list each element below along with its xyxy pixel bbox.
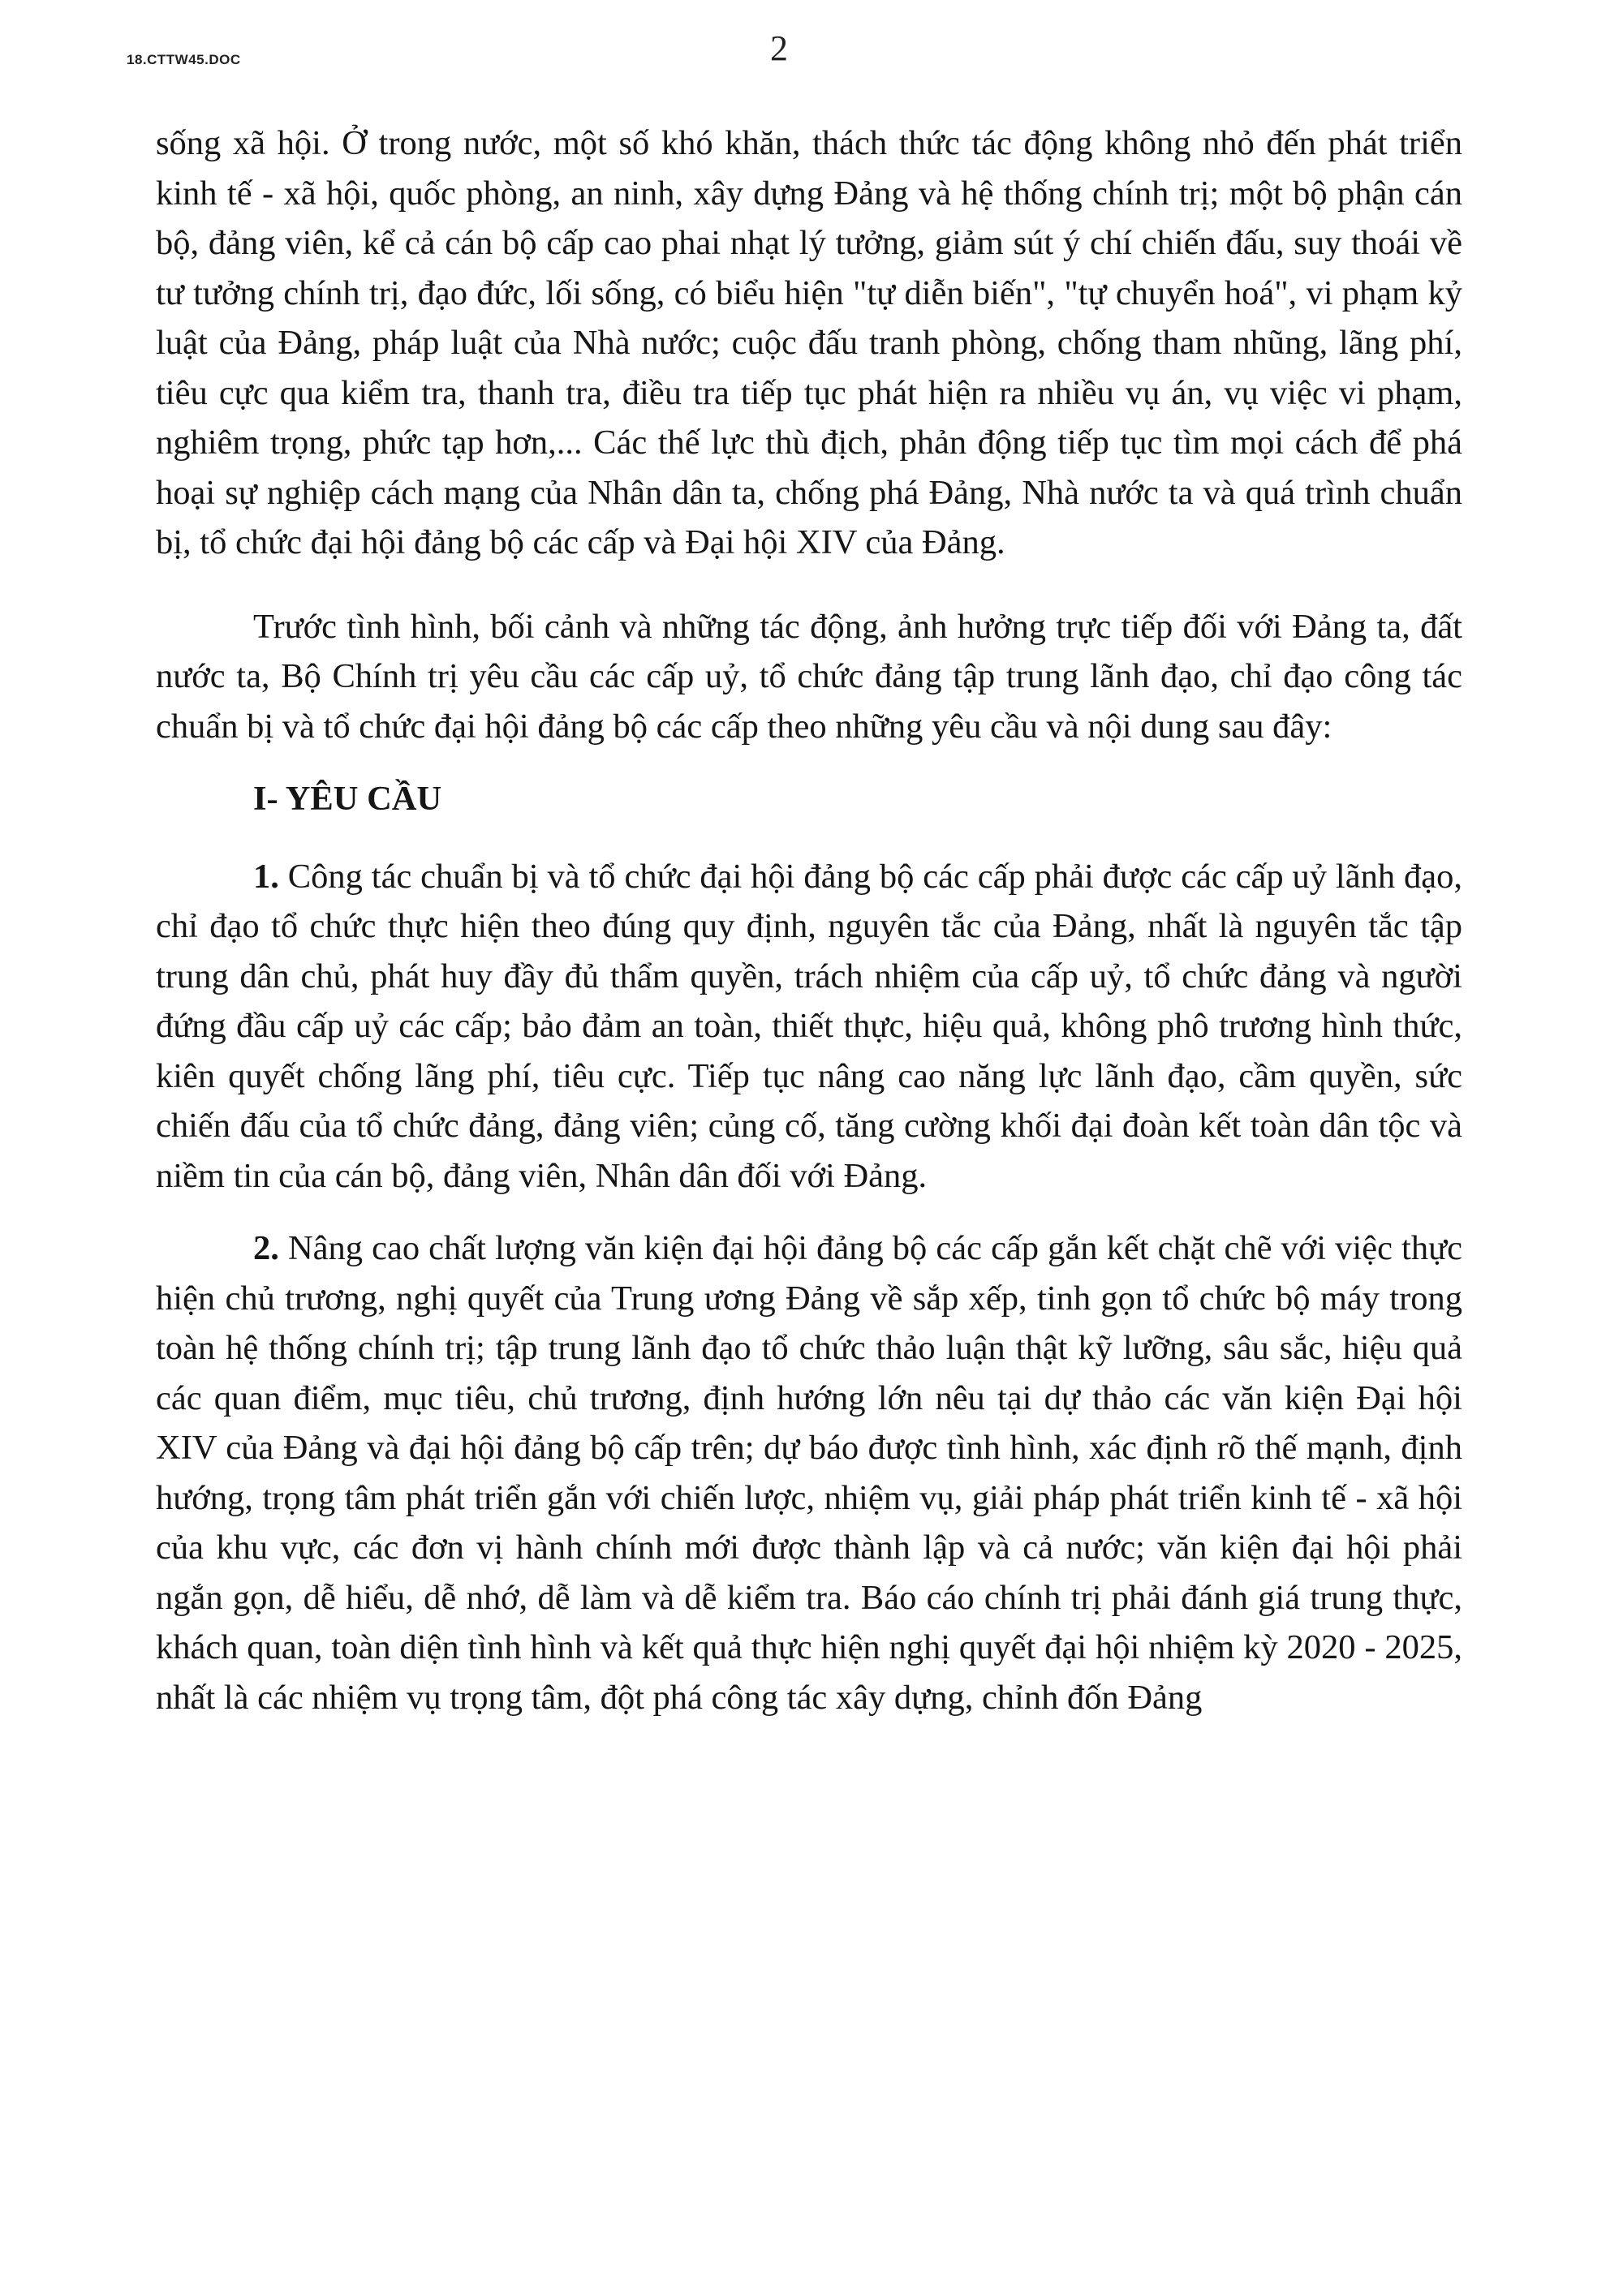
section-heading: I- YÊU CẦU bbox=[253, 780, 442, 818]
item-number: 2. bbox=[253, 1229, 279, 1267]
page-number: 2 bbox=[770, 28, 788, 68]
paragraph-context: sống xã hội. Ở trong nước, một số khó khăn, thách thức tác động không nhỏ đến phát triển kinh tế - xã hội, quốc phòng, an ninh, xây dựng Đảng và hệ thống chính trị; một bộ phận cán bộ, đảng viên, kể cả cán bộ cấp cao phai nhạt lý tưởng, giảm sút ý chí chiến đấu, suy thoái về tư tưởng chính trị, đạo đức, lối sống, có biểu hiện "tự diễn biến", "tự chuyển hoá", vi phạm kỷ luật của Đảng, pháp luật của Nhà nước; cuộc đấu tranh phòng, chống tham nhũng, lãng phí, tiêu cực qua kiểm tra, thanh tra, điều tra tiếp tục phát hiện ra nhiều vụ án, vụ việc vi phạm, nghiêm trọng, phức tạp hơn,... Các thế lực thù địch, phản động tiếp tục tìm mọi cách để phá hoại sự nghiệp cách mạng của Nhân dân ta, chống phá Đảng, Nhà nước ta và quá trình chuẩn bị, tổ chức đại hội đảng bộ các cấp và Đại hội XIV của Đảng. bbox=[156, 124, 1462, 561]
paragraph-intro: Trước tình hình, bối cảnh và những tác động, ảnh hưởng trực tiếp đối với Đảng ta, đất nước ta, Bộ Chính trị yêu cầu các cấp uỷ, tổ chức đảng tập trung lãnh đạo, chỉ đạo công tác chuẩn bị và tổ chức đại hội đảng bộ các cấp theo những yêu cầu và nội dung sau đây: bbox=[156, 607, 1462, 746]
document-code: 18.CTTW45.DOC bbox=[127, 52, 241, 67]
requirement-item-2 bbox=[156, 1223, 1462, 1722]
item-number: 1. bbox=[253, 857, 279, 896]
document-body bbox=[156, 118, 1462, 1745]
item-text: Nâng cao chất lượng văn kiện đại hội đảng bộ các cấp gắn kết chặt chẽ với việc thực hiện chủ trương, nghị quyết của Trung ương Đảng về sắp xếp, tinh gọn tổ chức bộ máy trong toàn hệ thống chính trị; tập trung lãnh đạo tổ chức thảo luận thật kỹ lưỡng, sâu sắc, hiệu quả các quan điểm, mục tiêu, chủ trương, định hướng lớn nêu tại dự thảo các văn kiện Đại hội XIV của Đảng và đại hội đảng bộ cấp trên; dự báo được tình hình, xác định rõ thế mạnh, định hướng, trọng tâm phát triển gắn với chiến lược, nhiệm vụ, giải pháp phát triển kinh tế - xã hội của khu vực, các đơn vị hành chính mới được thành lập và cả nước; văn kiện đại hội phải ngắn gọn, dễ hiểu, dễ nhớ, dễ làm và dễ kiểm tra. Báo cáo chính trị phải đánh giá trung thực, khách quan, toàn diện tình hình và kết quả thực hiện nghị quyết đại hội nhiệm kỳ 2020 - 2025, nhất là các nhiệm vụ trọng tâm, đột phá công tác xây dựng, chỉnh đốn Đảng bbox=[156, 1229, 1462, 1717]
item-text: Công tác chuẩn bị và tổ chức đại hội đảng bộ các cấp phải được các cấp uỷ lãnh đạo, chỉ đạo tổ chức thực hiện theo đúng quy định, nguyên tắc của Đảng, nhất là nguyên tắc tập trung dân chủ, phát huy đầy đủ thẩm quyền, trách nhiệm của cấp uỷ, tổ chức đảng và người đứng đầu cấp uỷ các cấp; bảo đảm an toàn, thiết thực, hiệu quả, không phô trương hình thức, kiên quyết chống lãng phí, tiêu cực. Tiếp tục nâng cao năng lực lãnh đạo, cầm quyền, sức chiến đấu của tổ chức đảng, đảng viên; củng cố, tăng cường khối đại đoàn kết toàn dân tộc và niềm tin của cán bộ, đảng viên, Nhân dân đối với Đảng. bbox=[156, 857, 1462, 1195]
requirement-item-1 bbox=[156, 852, 1462, 1202]
